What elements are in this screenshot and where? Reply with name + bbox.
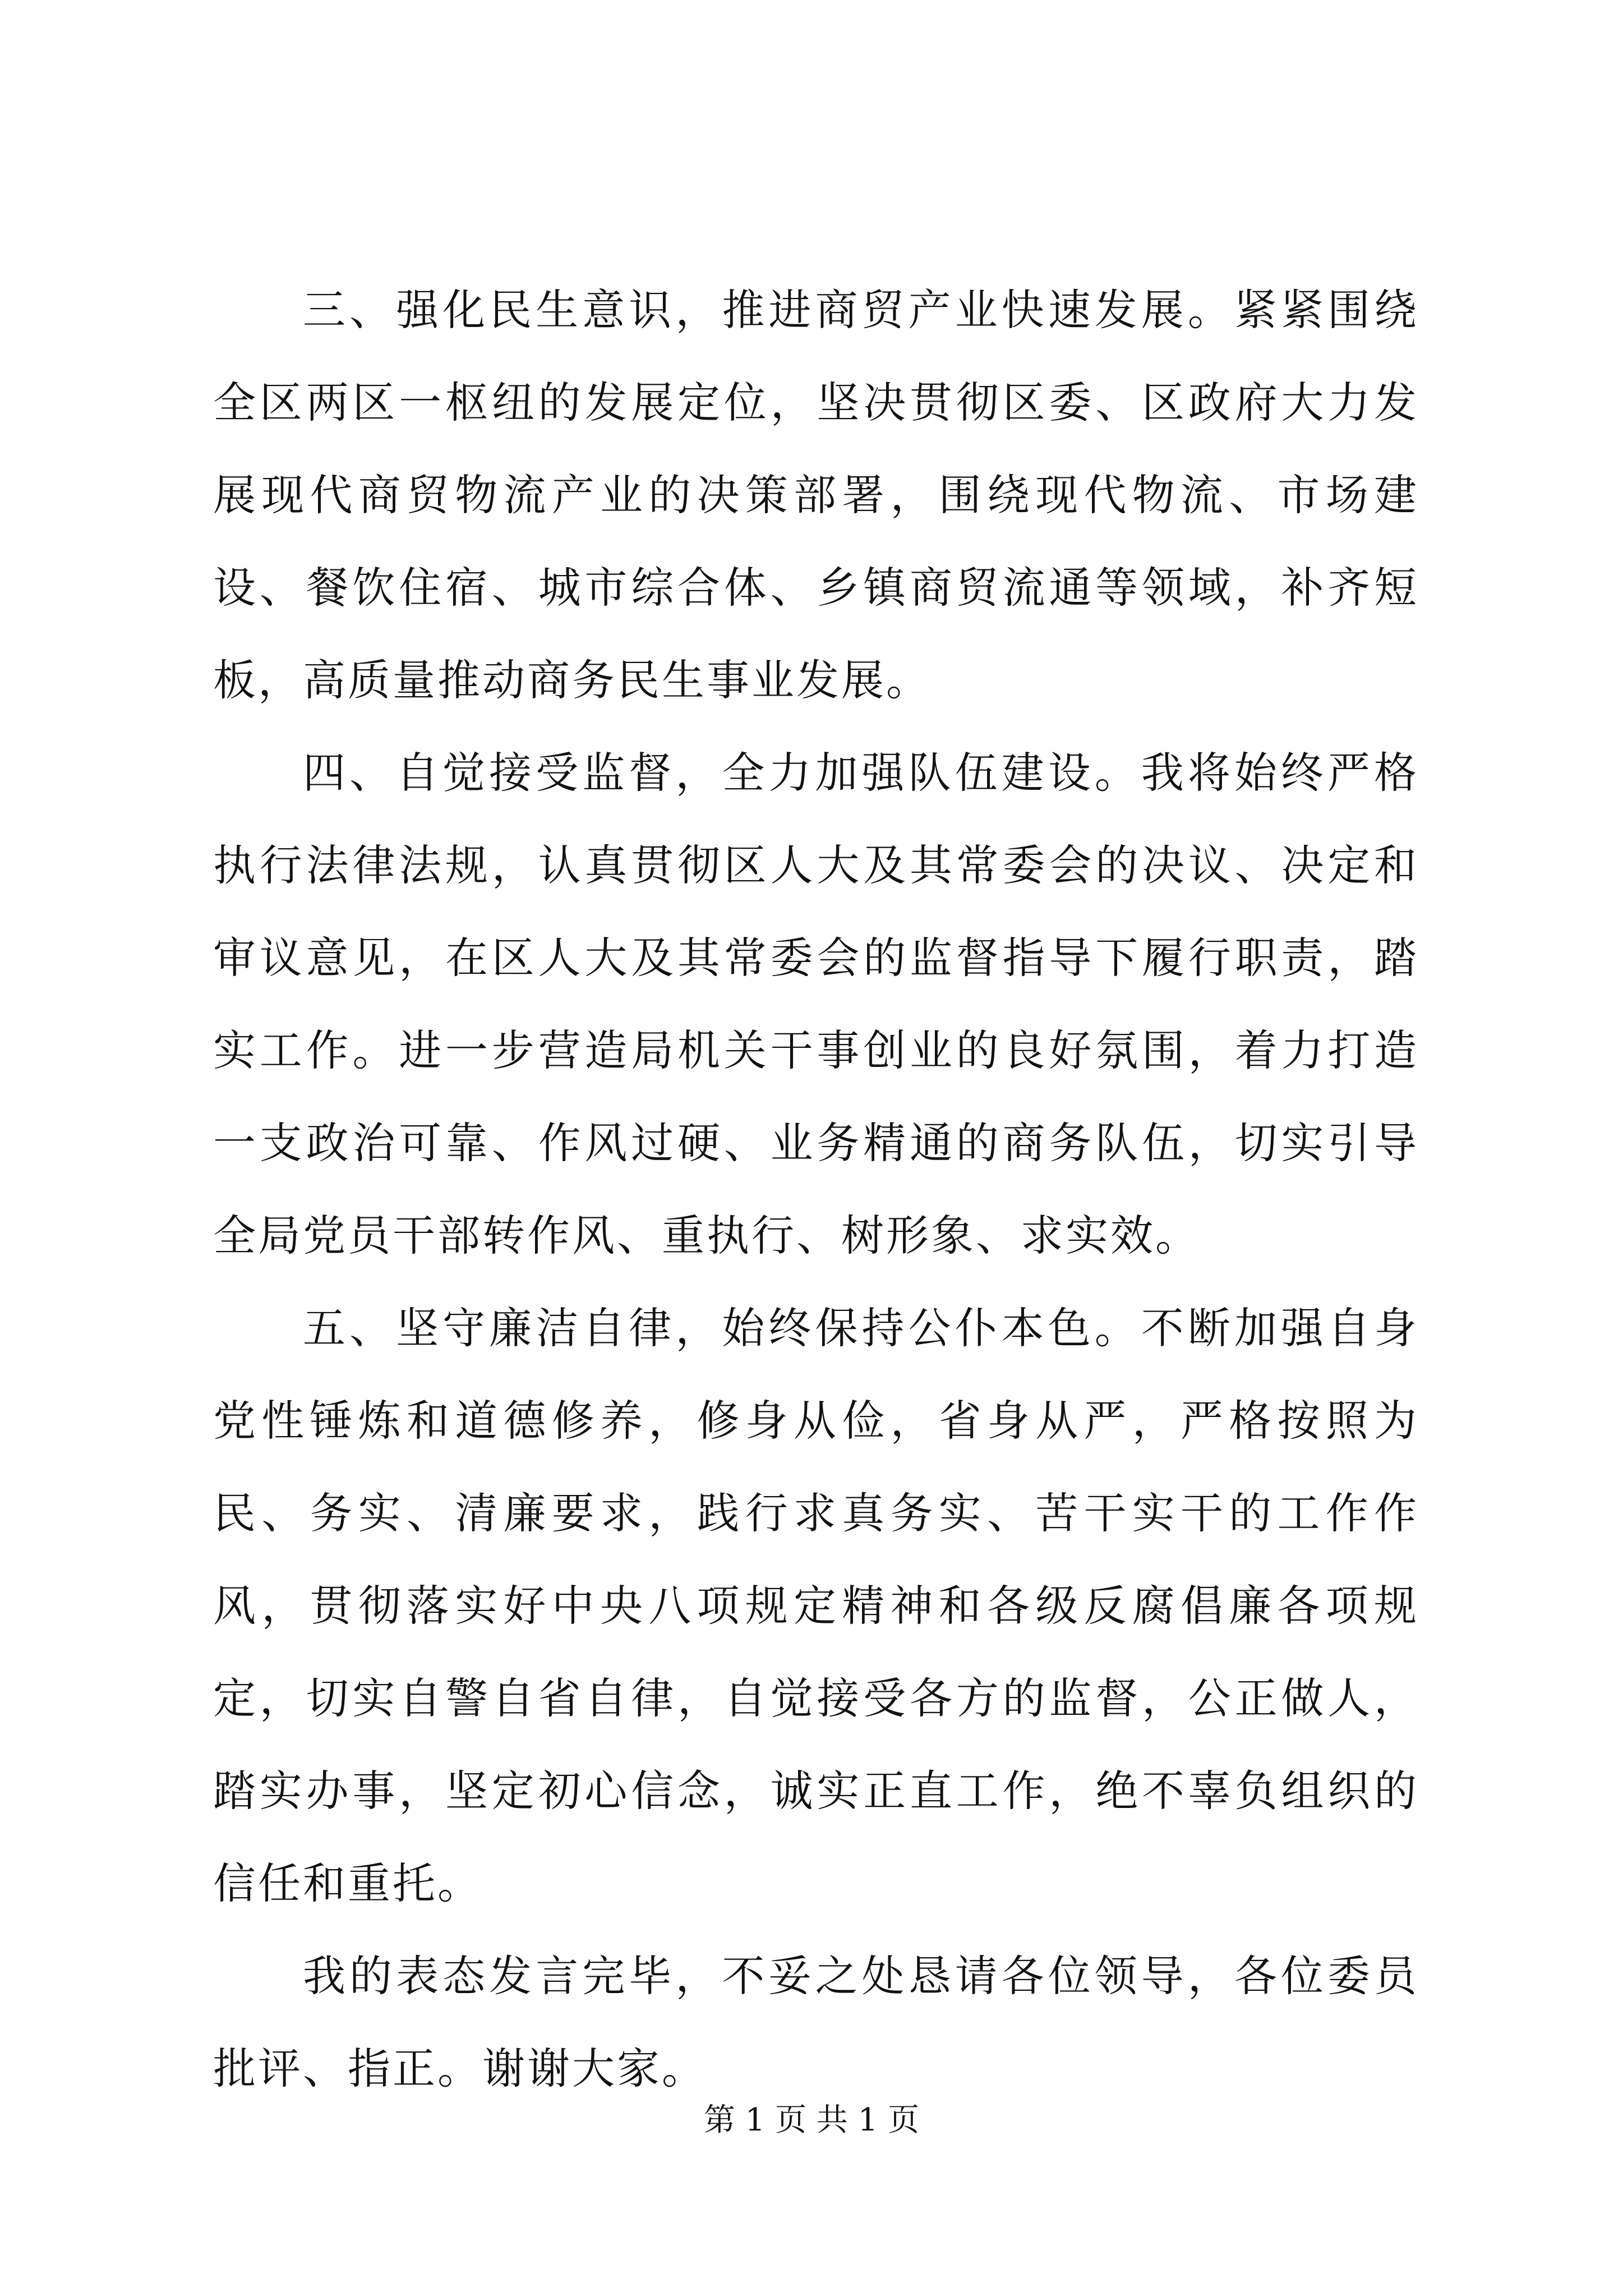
closing-paragraph: 我的表态发言完毕，不妥之处恳请各位领导，各位委员批评、指正。谢谢大家。 (213, 1951, 1419, 2093)
paragraph-4: 四、自觉接受监督，全力加强队伍建设。我将始终严格执行法律法规，认真贯彻区人大及其常委会的决议、决定和审议意见，在区人大及其常委会的监督指导下履行职责，踏实工作。进一步营造局机关干事创业的良好氛围，着力打造一支政治可靠、作风过硬、业务精通的商务队伍，切实引导全局党员干部转作风、重执行、树形象、求实效。 (213, 748, 1419, 1260)
page-footer: 第 1 页 共 1 页 (703, 2102, 920, 2138)
paragraph-3: 三、强化民生意识，推进商贸产业快速发展。紧紧围绕全区两区一枢纽的发展定位，坚决贯彻区委、区政府大力发展现代商贸物流产业的决策部署，围绕现代物流、市场建设、餐饮住宿、城市综合体、乡镇商贸流通等领域，补齐短板，高质量推动商务民生事业发展。 (213, 285, 1419, 705)
paragraph-5: 五、坚守廉洁自律，始终保持公仆本色。不断加强自身党性锤炼和道德修养，修身从俭，省身从严，严格按照为民、务实、清廉要求，践行求真务实、苦干实干的工作作风，贯彻落实好中央八项规定精神和各级反腐倡廉各项规定，切实自警自省自律，自觉接受各方的监督，公正做人，踏实办事，坚定初心信念，诚实正直工作，绝不辜负组织的信任和重托。 (213, 1303, 1419, 1908)
document-body (213, 264, 1419, 2115)
